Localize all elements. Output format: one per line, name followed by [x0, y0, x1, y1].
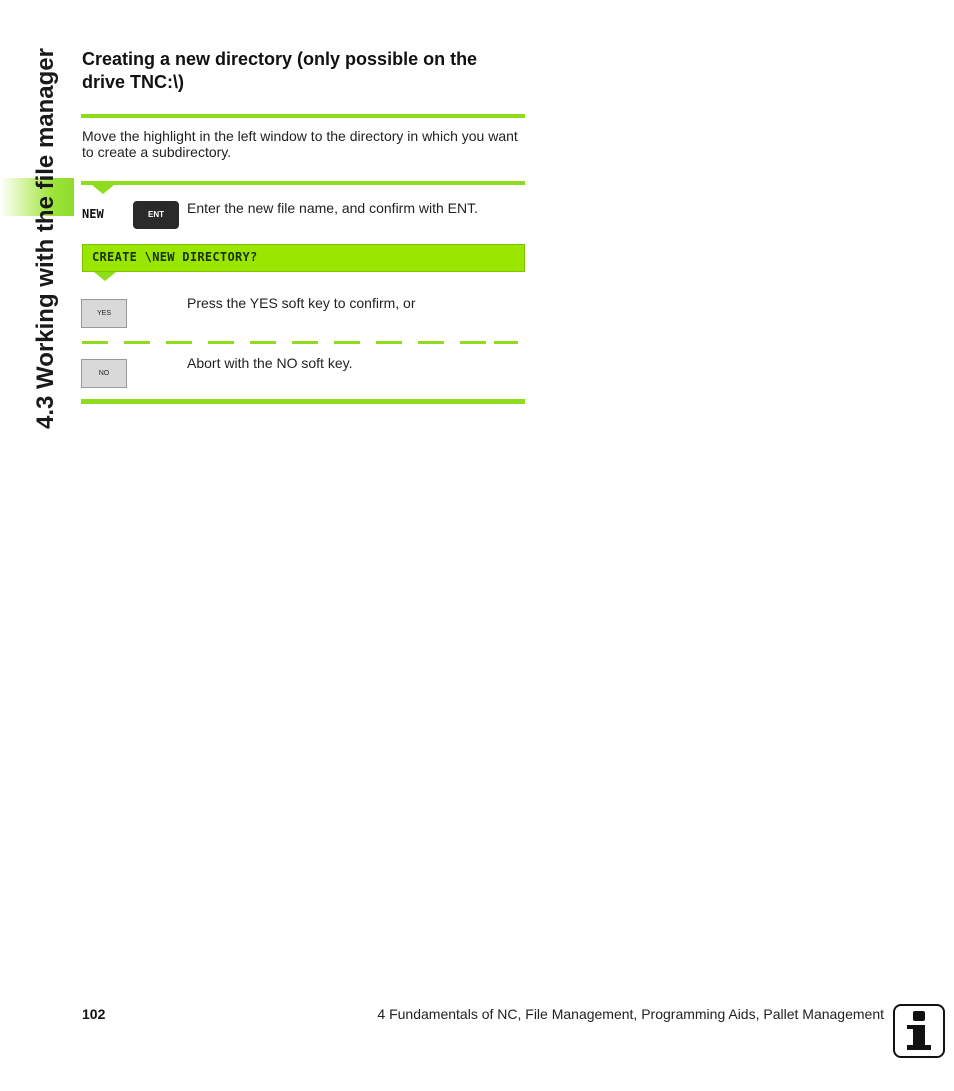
step1-description: Enter the new file name, and confirm with ENT.: [187, 200, 479, 216]
no-softkey-button[interactable]: NO: [81, 359, 127, 388]
dialog-prompt-text: CREATE \NEW DIRECTORY?: [92, 250, 258, 264]
yes-softkey-button[interactable]: YES: [81, 299, 127, 328]
step2-description: Press the YES soft key to confirm, or: [187, 295, 416, 311]
section-heading: Creating a new directory (only possible on the drive TNC:\): [82, 49, 478, 92]
chapter-side-title: 4.3 Working with the file manager: [32, 48, 59, 429]
chapter-footer: 4 Fundamentals of NC, File Management, Programming Aids, Pallet Management: [377, 1006, 884, 1022]
ent-key-button[interactable]: ENT: [133, 201, 179, 229]
info-icon: [893, 1004, 945, 1058]
step-arrow-icon: [94, 272, 116, 281]
new-label: NEW: [82, 207, 104, 221]
step3-description: Abort with the NO soft key.: [187, 355, 353, 371]
divider-top: [81, 114, 525, 118]
divider-step1: [81, 181, 525, 185]
divider-bottom: [81, 399, 525, 404]
dialog-prompt-bar: [82, 244, 525, 272]
intro-text: Move the highlight in the left window to the directory in which you want to create a subdirectory.: [82, 128, 518, 160]
page-number: 102: [82, 1006, 106, 1022]
step-arrow-icon: [92, 185, 114, 194]
